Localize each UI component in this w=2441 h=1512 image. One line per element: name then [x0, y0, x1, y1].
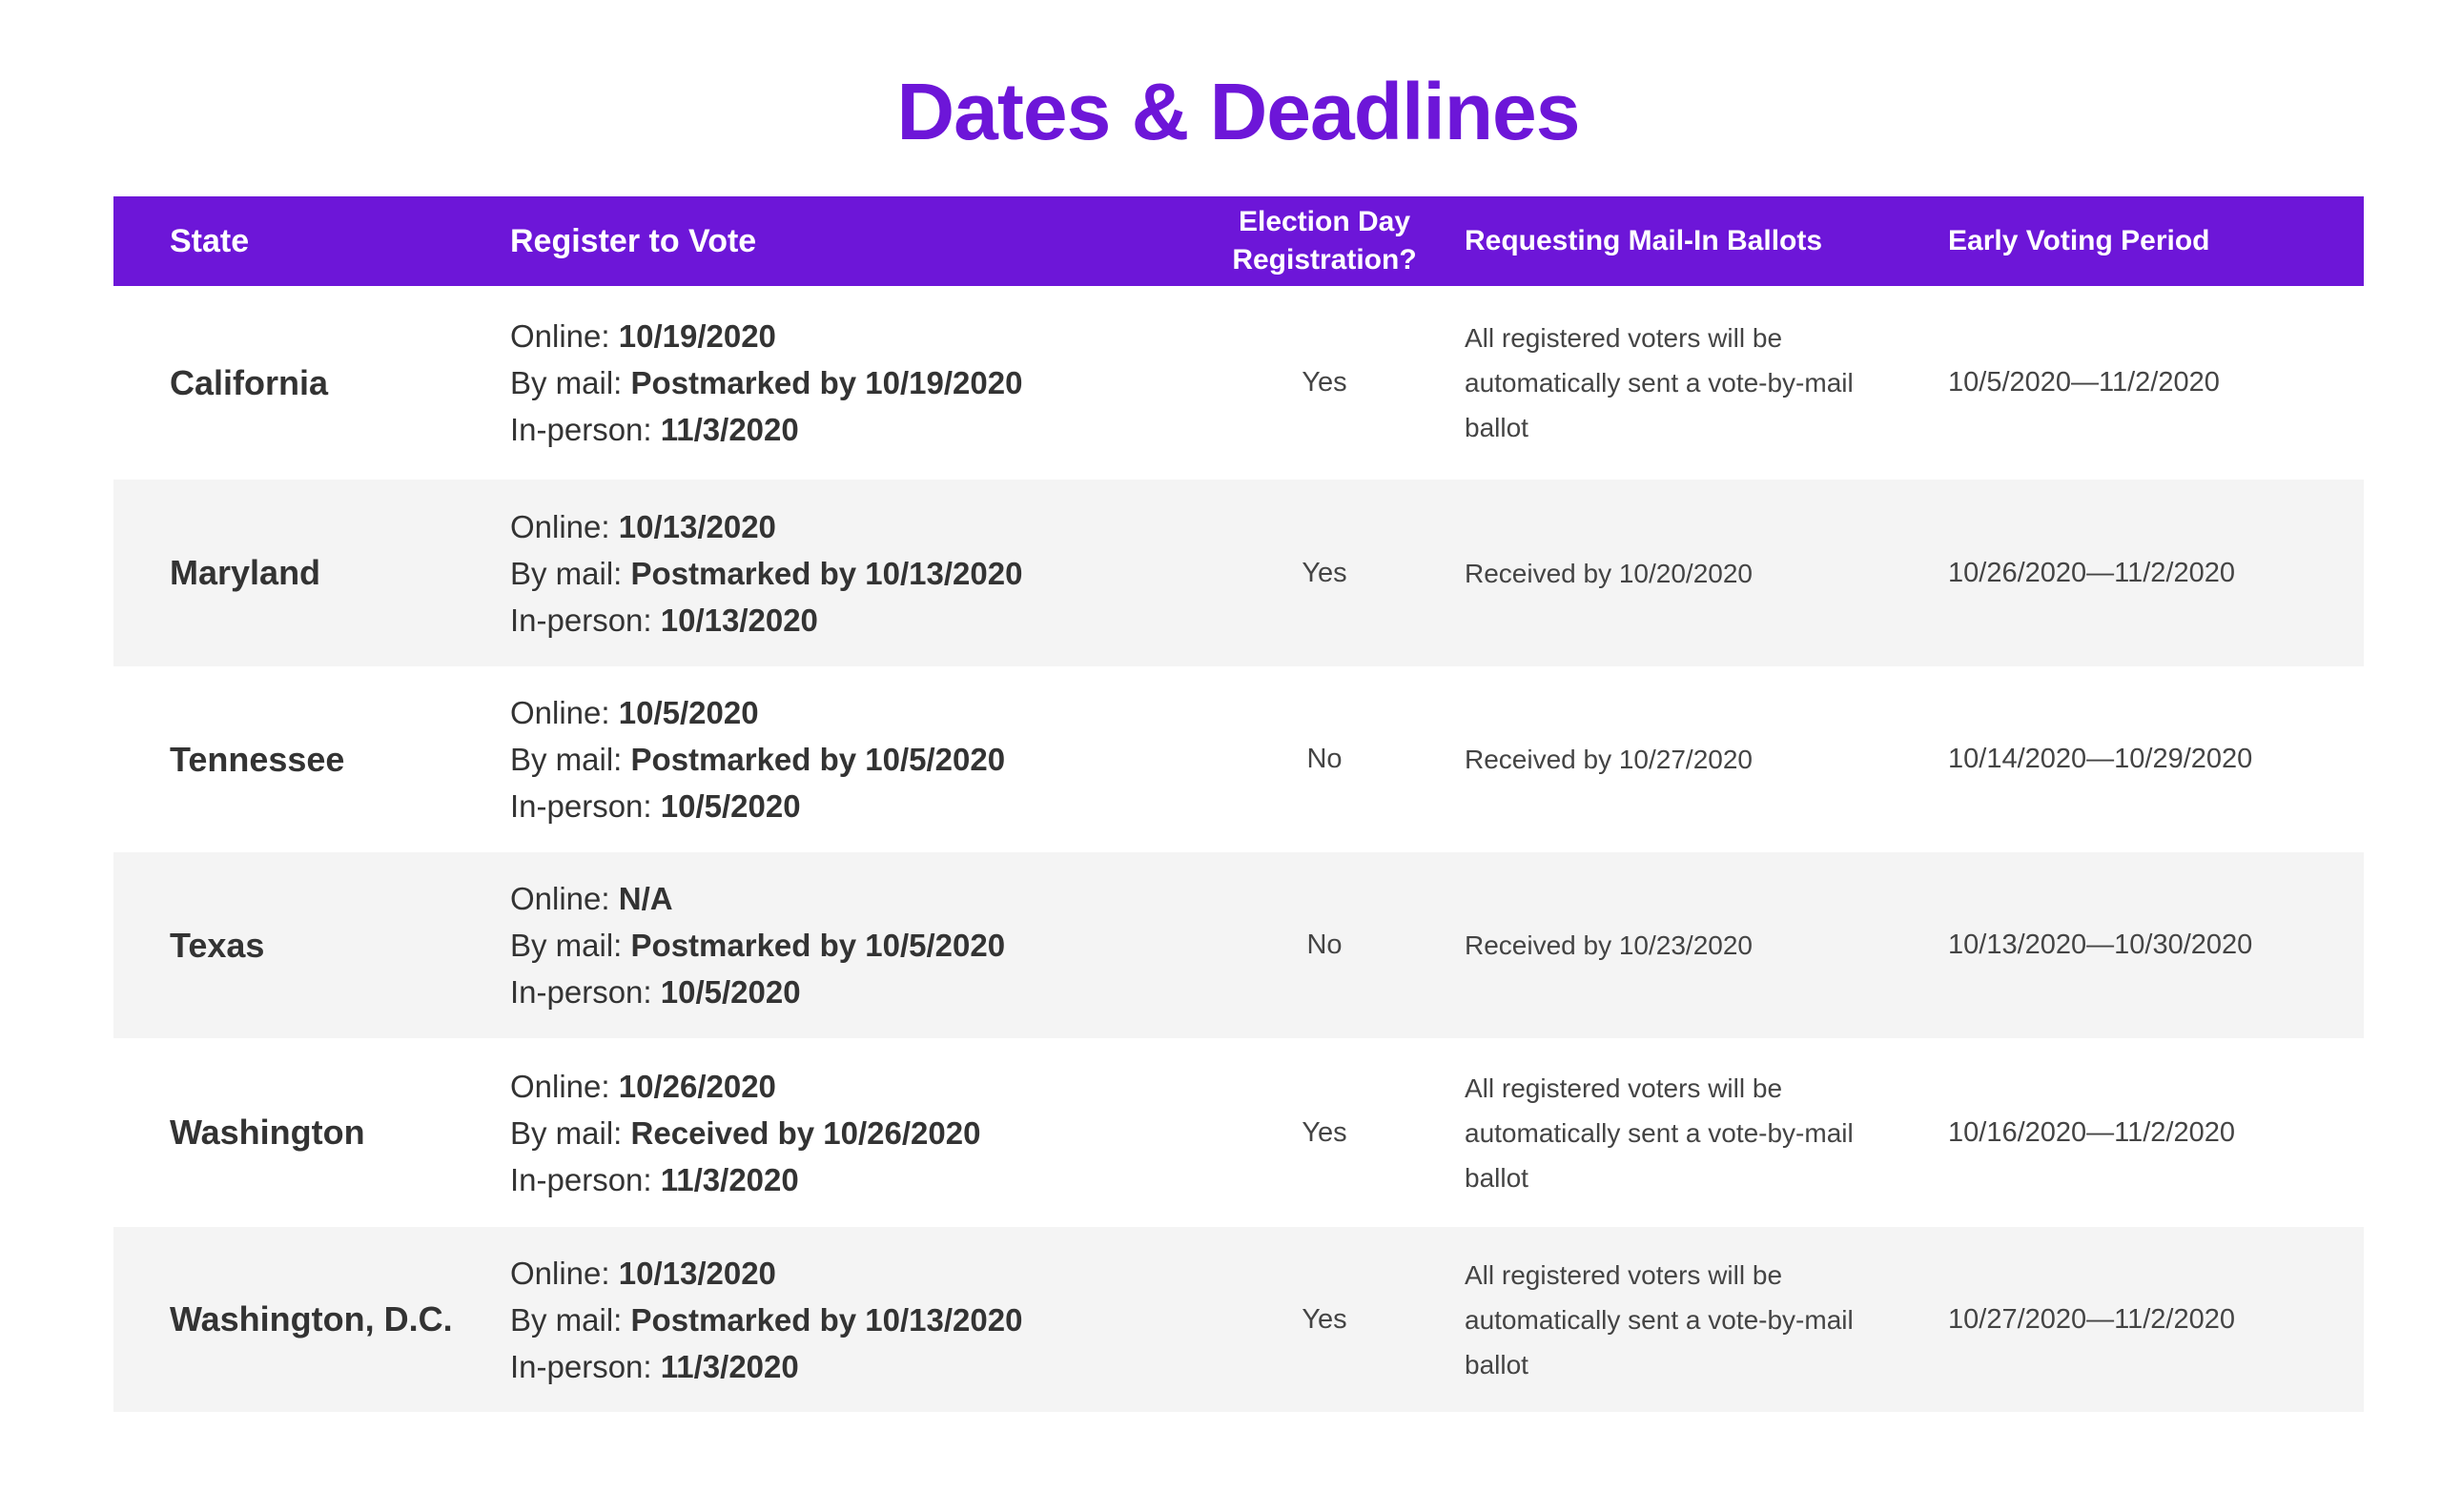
cell-state: California — [170, 362, 329, 402]
cell-election-day: No — [1306, 744, 1343, 774]
register-online-label: Online: — [510, 881, 619, 916]
cell-state: Washington, D.C. — [170, 1299, 453, 1338]
table-row — [113, 1227, 2364, 1412]
cell-early-voting: 10/14/2020—10/29/2020 — [1948, 744, 2253, 774]
register-inperson-value: 11/3/2020 — [660, 412, 799, 447]
header-mail-in: Requesting Mail-In Ballots — [1465, 225, 1823, 256]
cell-mail-in — [1465, 286, 1913, 480]
cell-election-day: Yes — [1302, 1116, 1347, 1148]
register-inperson — [510, 1343, 1022, 1390]
page-title: Dates & Deadlines — [896, 67, 1580, 156]
mail-in-text: All registered voters will be automatically sent a vote-by-mail ballot — [1465, 1259, 1854, 1379]
register-mail-value: Postmarked by 10/19/2020 — [630, 365, 1023, 400]
register-inperson-label: In-person: — [510, 974, 661, 1010]
cell-register — [510, 480, 1130, 666]
register-inperson-label: In-person: — [510, 602, 661, 638]
table-row — [113, 286, 2364, 480]
register-inperson-value: 11/3/2020 — [660, 1348, 799, 1384]
register-inperson-value: 11/3/2020 — [660, 1161, 799, 1197]
cell-election-day: Yes — [1302, 557, 1347, 588]
register-online-label: Online: — [510, 1255, 619, 1291]
cell-register — [510, 666, 1130, 852]
cell-election-day: Yes — [1302, 367, 1347, 398]
register-inperson-value: 10/5/2020 — [660, 788, 801, 824]
register-mail — [510, 359, 1022, 406]
register-mail — [510, 1297, 1022, 1343]
cell-early-voting: 10/16/2020—11/2/2020 — [1948, 1116, 2236, 1148]
register-online — [510, 689, 1005, 736]
mail-in-text: All registered voters will be automatically sent a vote-by-mail ballot — [1465, 1073, 1854, 1193]
table-row — [113, 852, 2364, 1038]
header-early-voting: Early Voting Period — [1948, 225, 2210, 256]
cell-mail-in — [1465, 1227, 1913, 1412]
register-online-value: 10/13/2020 — [618, 508, 776, 544]
register-online-value: 10/13/2020 — [618, 1255, 776, 1291]
mail-in-text: Received by 10/20/2020 — [1465, 558, 1753, 588]
register-inperson — [510, 783, 1005, 829]
cell-mail-in — [1465, 852, 1913, 1038]
register-online — [510, 313, 1022, 359]
register-online-label: Online: — [510, 695, 619, 730]
cell-mail-in — [1465, 1038, 1913, 1227]
register-mail-label: By mail: — [510, 365, 631, 400]
cell-state: Texas — [170, 925, 265, 965]
register-online — [510, 1063, 980, 1110]
cell-election-day: Yes — [1302, 1303, 1347, 1335]
cell-register — [510, 1227, 1130, 1412]
register-mail-value: Received by 10/26/2020 — [630, 1114, 981, 1151]
register-online-value: 10/26/2020 — [618, 1068, 776, 1104]
register-inperson-label: In-person: — [510, 1161, 661, 1197]
register-online-label: Online: — [510, 508, 619, 544]
register-inperson-value: 10/13/2020 — [660, 602, 818, 638]
cell-state: Washington — [170, 1113, 365, 1152]
register-inperson-label: In-person: — [510, 788, 661, 824]
register-inperson — [510, 969, 1005, 1015]
register-inperson-value: 10/5/2020 — [660, 974, 801, 1010]
table-row — [113, 480, 2364, 666]
register-mail-label: By mail: — [510, 742, 631, 777]
register-inperson — [510, 406, 1022, 453]
register-inperson — [510, 1156, 980, 1203]
mail-in-text: Received by 10/27/2020 — [1465, 745, 1753, 774]
cell-register — [510, 286, 1130, 480]
register-inperson — [510, 597, 1022, 644]
register-mail — [510, 922, 1005, 969]
register-online — [510, 503, 1022, 550]
register-online — [510, 1250, 1022, 1297]
register-mail — [510, 1110, 980, 1156]
cell-register — [510, 1038, 1130, 1227]
mail-in-text: Received by 10/23/2020 — [1465, 930, 1753, 960]
register-inperson-label: In-person: — [510, 412, 661, 447]
header-election-day: Election Day Registration? — [1232, 206, 1417, 276]
deadlines-table — [113, 196, 2364, 1412]
cell-state: Tennessee — [170, 739, 345, 779]
table-row — [113, 666, 2364, 852]
register-online — [510, 875, 1005, 922]
register-mail — [510, 550, 1022, 597]
register-mail-value: Postmarked by 10/13/2020 — [630, 1301, 1023, 1338]
register-online-value: 10/5/2020 — [618, 695, 759, 730]
header-state: State — [170, 223, 250, 259]
header-register: Register to Vote — [510, 223, 757, 259]
register-online-label: Online: — [510, 318, 619, 354]
register-online-value: N/A — [618, 881, 673, 916]
register-mail-label: By mail: — [510, 928, 631, 963]
register-mail-value: Postmarked by 10/13/2020 — [630, 555, 1023, 591]
cell-mail-in — [1465, 666, 1913, 852]
cell-election-day: No — [1306, 930, 1343, 960]
register-mail-label: By mail: — [510, 1301, 631, 1338]
cell-early-voting: 10/13/2020—10/30/2020 — [1948, 930, 2253, 960]
register-mail — [510, 736, 1005, 783]
table-body — [113, 286, 2364, 1412]
register-online-value: 10/19/2020 — [618, 318, 776, 354]
mail-in-text: All registered voters will be automatically sent a vote-by-mail ballot — [1465, 323, 1854, 442]
register-mail-value: Postmarked by 10/5/2020 — [630, 928, 1006, 963]
register-inperson-label: In-person: — [510, 1348, 661, 1384]
register-mail-label: By mail: — [510, 1114, 631, 1151]
register-mail-label: By mail: — [510, 555, 631, 591]
register-mail-value: Postmarked by 10/5/2020 — [630, 742, 1006, 777]
cell-early-voting: 10/27/2020—11/2/2020 — [1948, 1303, 2236, 1335]
table-header — [113, 196, 2364, 286]
cell-mail-in — [1465, 480, 1913, 666]
cell-state: Maryland — [170, 553, 321, 592]
table-row — [113, 1038, 2364, 1227]
cell-early-voting: 10/26/2020—11/2/2020 — [1948, 557, 2236, 588]
cell-early-voting: 10/5/2020—11/2/2020 — [1948, 367, 2220, 398]
cell-register — [510, 852, 1130, 1038]
register-online-label: Online: — [510, 1068, 619, 1104]
